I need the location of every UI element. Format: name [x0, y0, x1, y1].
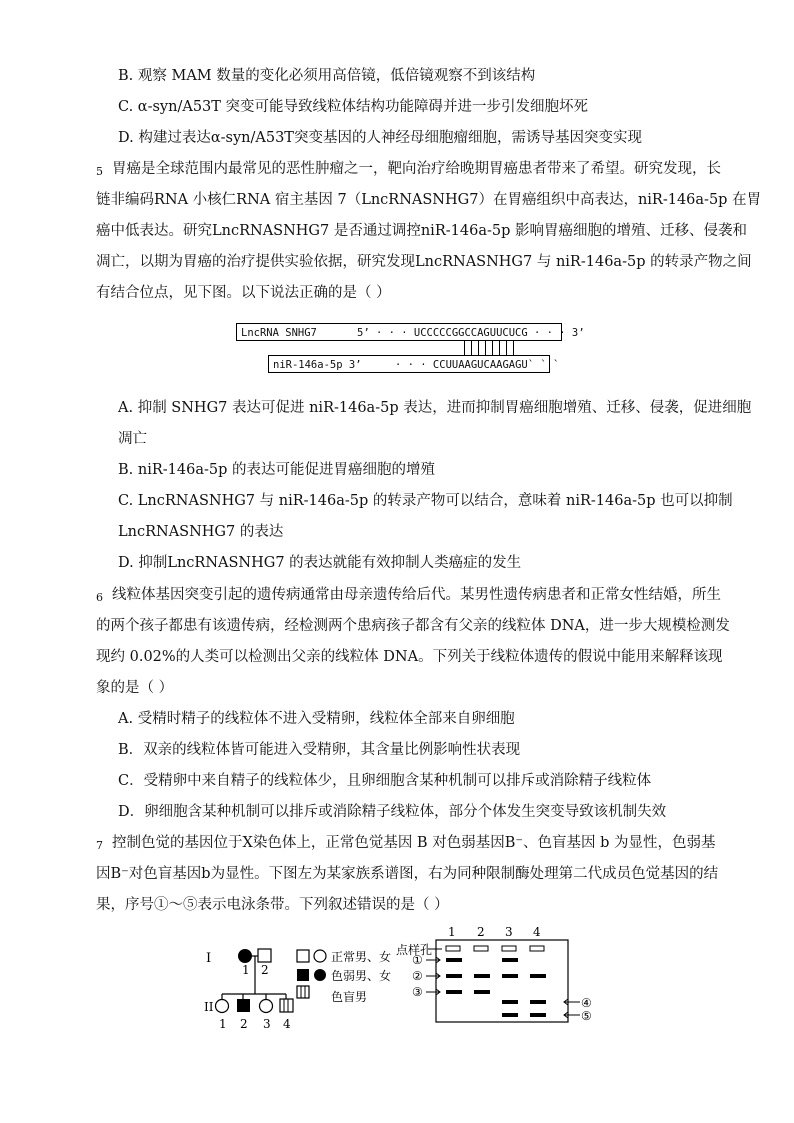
ii4-colorblind-male-icon [280, 999, 293, 1012]
band-lane4-4 [530, 1000, 546, 1004]
ii2-weak-male-icon [237, 999, 250, 1012]
q6-number: 6 [96, 591, 103, 604]
band-lane1-1 [446, 958, 462, 962]
lncrna-seq: 5’ · · · UCCCCCGGCCAGUUCUCG · · · 3’ [357, 327, 585, 339]
ii2-id: 2 [240, 1017, 248, 1031]
q6-option-b: B．双亲的线粒体皆可能进入受精卵，其含量比例影响性状表现 [118, 742, 521, 758]
q5-option-c-line-2: LncRNASNHG7 的表达 [118, 524, 284, 540]
band-2-marker: ② [412, 969, 423, 983]
q5-stem-line-4: 凋亡，以期为胃癌的治疗提供实验依据，研究发现LncRNASNHG7 与 niR-146a-5p 的转录产物之间 [96, 254, 752, 270]
q5-stem-line-1: 胃癌是全球范围内最常见的恶性肿瘤之一，靶向治疗给晚期胃癌患者带来了希望。研究发现，长 [112, 161, 721, 177]
i2-id: 2 [261, 963, 269, 977]
q7-stem-line-3: 果，序号①～⑤表示电泳条带。下列叙述错误的是（ ） [96, 897, 449, 913]
q4-option-b: B. 观察 MAM 数量的变化必须用高倍镜，低倍镜观察不到该结构 [118, 68, 536, 84]
band-lane3-2 [502, 974, 518, 978]
lane-4-label: 4 [533, 925, 541, 939]
q7-stem-line-1: 控制色觉的基因位于X染色体上，正常色觉基因 B 对色弱基因B⁻、色盲基因 b 为显性，色弱基 [112, 835, 716, 851]
band-lane1-2 [446, 974, 462, 978]
legend-normal-male-icon [297, 950, 309, 962]
q5-number: 5 [96, 165, 103, 178]
q4-option-c: C. α-syn/A53T 突变可能导致线粒体结构功能障碍并进一步引发细胞坏死 [118, 99, 589, 115]
q6-option-c: C．受精卵中来自精子的线粒体少，且卵细胞含某种机制可以排斥或消除精子线粒体 [118, 773, 652, 789]
band-lane3-4 [502, 1000, 518, 1004]
i1-id: 1 [242, 963, 250, 977]
q5-stem-line-5: 有结合位点，见下图。以下说法正确的是（ ） [96, 285, 391, 301]
band-lane2-2 [474, 974, 490, 978]
q5-option-c-line-1: C. LncRNASNHG7 与 niR-146a-5p 的转录产物可以结合，意味着 niR-146a-5p 也可以抑制 [118, 493, 733, 509]
i2-normal-male-icon [258, 949, 271, 962]
lane-2-label: 2 [477, 925, 485, 939]
legend-weak-male-icon [297, 969, 309, 981]
mirna-seq: · · · CCUUAAGUCAAGAGU` ` ` [395, 359, 560, 371]
legend-colorblind-male-icon [297, 986, 309, 998]
band-lane3-1 [502, 958, 518, 962]
mirna-sequence-box [268, 355, 560, 373]
q6-stem-line-1: 线粒体基因突变引起的遗传病通常由母亲遗传给后代。某男性遗传病患者和正常女性结婚，所生 [112, 587, 721, 603]
gen-i-label: I [206, 951, 212, 966]
i1-affected-female-icon [238, 949, 252, 963]
well-label: 点样孔 [396, 943, 433, 957]
base-pairing-lines [464, 341, 524, 355]
lane-3-label: 3 [505, 925, 513, 939]
q6-stem-line-2: 的两个孩子都患有该遗传病，经检测两个患病孩子都含有父亲的线粒体 DNA，进一步大规模检测发 [96, 618, 730, 634]
gen-ii-label: II [204, 1000, 214, 1014]
gel-box [436, 940, 568, 1022]
legend-weak: 色弱男、女 [331, 969, 392, 983]
ii1-normal-female-icon [216, 1000, 229, 1013]
ii3-normal-female-icon [260, 1000, 273, 1013]
legend-colorblind: 色盲男 [331, 990, 368, 1004]
band-5-marker: ⑤ [581, 1009, 592, 1023]
q6-stem-line-3: 现约 0.02%的人类可以检测出父亲的线粒体 DNA。下列关于线粒体遗传的假说中能用来解释该现 [96, 649, 723, 665]
well-4 [530, 946, 544, 951]
q5-option-a-line-2: 凋亡 [118, 431, 147, 447]
well-2 [474, 946, 488, 951]
legend-normal-female-icon [314, 950, 326, 962]
band-lane4-5 [530, 1013, 546, 1017]
band-lane4-2 [530, 974, 546, 978]
lane-1-label: 1 [448, 925, 456, 939]
lncrna-label: LncRNA SNHG7 [241, 327, 317, 339]
q6-option-d: D．卵细胞含某种机制可以排斥或消除精子线粒体，部分个体发生突变导致该机制失效 [118, 804, 667, 820]
q7-stem-line-2: 因B⁻对色盲基因b为显性。下图左为某家族系谱图，右为同种限制酶处理第二代成员色觉基因的结 [96, 866, 719, 882]
mirna-label: niR-146a-5p 3’ [273, 359, 362, 371]
band-3-marker: ③ [412, 985, 423, 999]
well-3 [502, 946, 516, 951]
band-lane2-3 [474, 990, 490, 994]
well-1 [446, 946, 460, 951]
lncrna-sequence-box [236, 323, 585, 341]
q5-option-a-line-1: A. 抑制 SNHG7 表达可促进 niR-146a-5p 表达，进而抑制胃癌细胞增殖、迁移、侵袭，促进细胞 [118, 400, 752, 416]
legend-weak-female-icon [314, 969, 326, 981]
ii1-id: 1 [219, 1017, 227, 1031]
band-lane1-3 [446, 990, 462, 994]
legend-normal: 正常男、女 [331, 950, 392, 964]
q5-stem-line-2: 链非编码RNA 小核仁RNA 宿主基因 7（LncRNASNHG7）在胃癌组织中高表达，niR-146a-5p 在胃 [96, 192, 762, 208]
q5-option-d: D. 抑制LncRNASNHG7 的表达就能有效抑制人类癌症的发生 [118, 555, 522, 571]
q7-number: 7 [96, 839, 103, 852]
ii4-id: 4 [283, 1017, 291, 1031]
q5-option-b: B. niR-146a-5p 的表达可能促进胃癌细胞的增殖 [118, 462, 436, 478]
band-lane3-5 [502, 1013, 518, 1017]
q6-stem-line-4: 象的是（ ） [96, 680, 174, 696]
ii3-id: 3 [263, 1017, 271, 1031]
q7-figure [190, 922, 610, 1034]
q4-option-d: D. 构建过表达α-syn/A53T突变基因的人神经母细胞瘤细胞，需诱导基因突变实现 [118, 130, 642, 146]
q5-stem-line-3: 癌中低表达。研究LncRNASNHG7 是否通过调控niR-146a-5p 影响胃癌细胞的增殖、迁移、侵袭和 [96, 223, 747, 239]
band-1-marker: ① [412, 953, 423, 967]
q6-option-a: A. 受精时精子的线粒体不进入受精卵，线粒体全部来自卵细胞 [118, 711, 515, 727]
band-4-marker: ④ [581, 996, 592, 1010]
